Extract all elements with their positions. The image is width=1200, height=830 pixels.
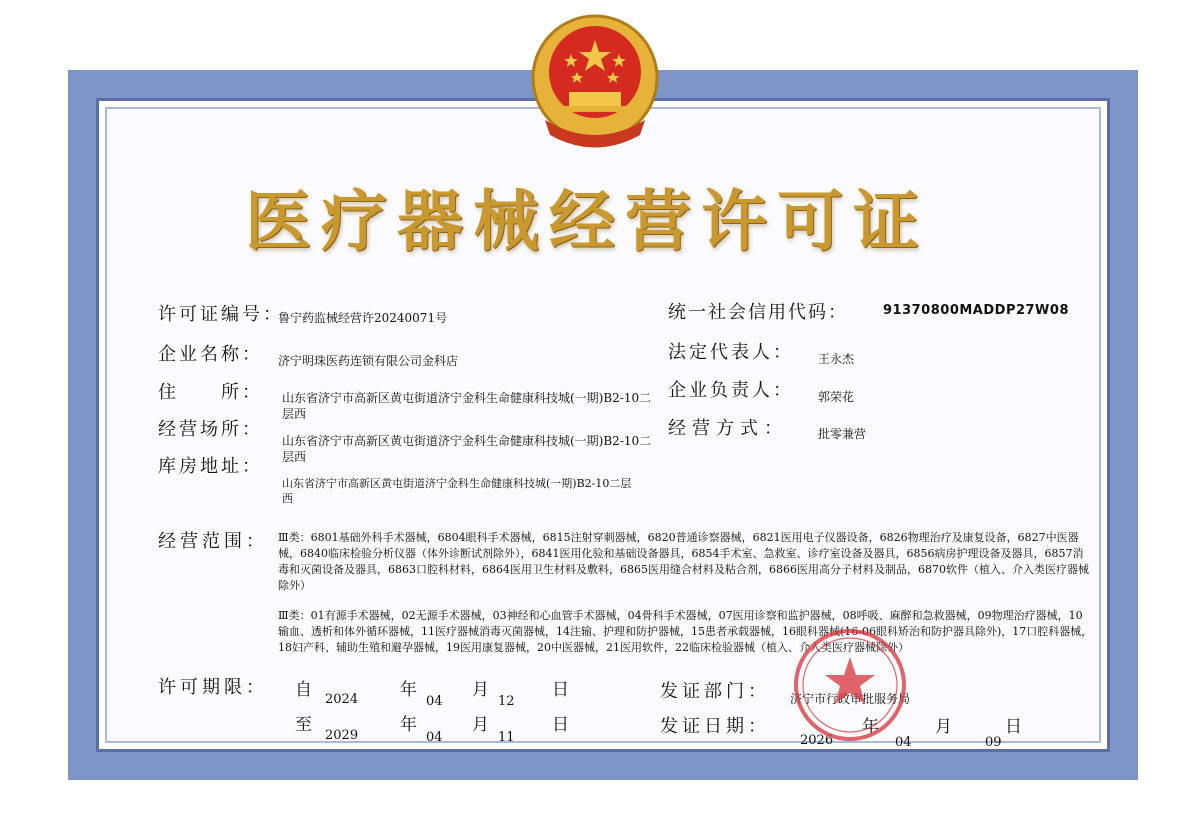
validity-to-year-unit: 年 [400,715,417,735]
validity-to-month: 04 [426,730,443,745]
issue-date-year: 2026 [800,733,834,748]
legal-rep-label: 法定代表人： [668,342,794,363]
validity-from-day-unit: 日 [552,680,569,700]
validity-to-day-unit: 日 [552,715,569,735]
warehouse-label: 库房地址： [158,456,263,477]
certificate-title: 医疗器械经营许可证 [245,182,929,260]
premises-value: 山东省济宁市高新区黄屯街道济宁金科生命健康科技城(一期)B2-10二层西 [282,434,652,464]
license-no-label: 许可证编号： [158,304,284,325]
issue-date-year-unit: 年 [862,717,879,737]
validity-to-day: 11 [498,730,515,745]
scope-label: 经营范围： [158,531,268,552]
issue-date-month: 04 [895,735,912,750]
warehouse-value: 山东省济宁市高新区黄屯街道济宁金科生命健康科技城(一期)B2-10二层西 [282,477,632,505]
manager-label: 企业负责人： [668,380,794,401]
validity-to-word: 至 [295,715,312,735]
address-label: 住 所： [158,382,263,403]
manager-value: 郭荣花 [818,390,855,404]
scope-class-iii-old: Ⅲ类：6801基础外科手术器械，6804眼科手术器械，6815注射穿刺器械，6820普通诊察器械，6821医用电子仪器设备，6826物理治疗及康复设备，6827中医器械，6840临床检验分析仪器（体外诊断试剂除外），6841医用化验和基础设备器具，6854手术室、急救室、诊疗室设备及器具，6856病房护理设备及器具，6857消毒和灭菌设备及器具，6863口腔科材料，6864医用卫生材料及敷料，6865医用缝合材料及粘合剂，6866医用高分子材料及制品，6870软件（植入、介入类医疗器械除外） [278,531,1089,592]
mode-value: 批零兼营 [818,427,867,441]
validity-from-day: 12 [498,694,515,709]
legal-rep-value: 王永杰 [818,352,855,366]
issue-date-month-unit: 月 [935,717,952,737]
scope-class-iii-new: Ⅲ类：01有源手术器械，02无源手术器械，03神经和心血管手术器械，04骨科手术器械，07医用诊察和监护器械，08呼吸、麻醉和急救器械，09物理治疗器械，10输血、透析和体外循环器械，11医疗器械消毒灭菌器械，14注输、护理和防护器械，15患者承载器械，16眼科器械(16-06眼科矫治和防护器具除外)，17口腔科器械，18妇产科、辅助生殖和避孕器械，19医用康复器械，20中医器械，21医用软件，22临床检验器械（植入、介入类医疗器械除外） [278,609,1093,654]
credit-code-value: 91370800MADDP27W08 [883,303,1069,318]
issuer-dept-label: 发证部门： [660,681,770,702]
official-seal-icon [790,625,910,745]
issue-date-label: 发证日期： [660,716,770,737]
validity-from-word: 自 [295,680,312,700]
license-no-value: 鲁宁药监械经营许20240071号 [278,311,448,325]
credit-code-label: 统一社会信用代码： [668,302,848,323]
issue-date-day: 09 [985,735,1002,750]
issue-date-day-unit: 日 [1005,717,1022,737]
mode-label: 经营方式： [668,418,788,439]
company-value: 济宁明珠医药连锁有限公司金科店 [278,354,459,368]
company-label: 企业名称： [158,344,263,365]
validity-to-month-unit: 月 [472,715,489,735]
validity-from-year-unit: 年 [400,680,417,700]
validity-from-year: 2024 [325,692,359,707]
validity-from-month: 04 [426,694,443,709]
address-value: 山东省济宁市高新区黄屯街道济宁金科生命健康科技城(一期)B2-10二层西 [282,391,652,421]
premises-label: 经营场所： [158,419,263,440]
validity-to-year: 2029 [325,728,359,743]
national-emblem-icon [525,10,665,150]
validity-label: 许可期限： [158,677,268,698]
validity-from-month-unit: 月 [472,680,489,700]
issuer-dept-value: 济宁市行政审批服务局 [790,692,911,706]
